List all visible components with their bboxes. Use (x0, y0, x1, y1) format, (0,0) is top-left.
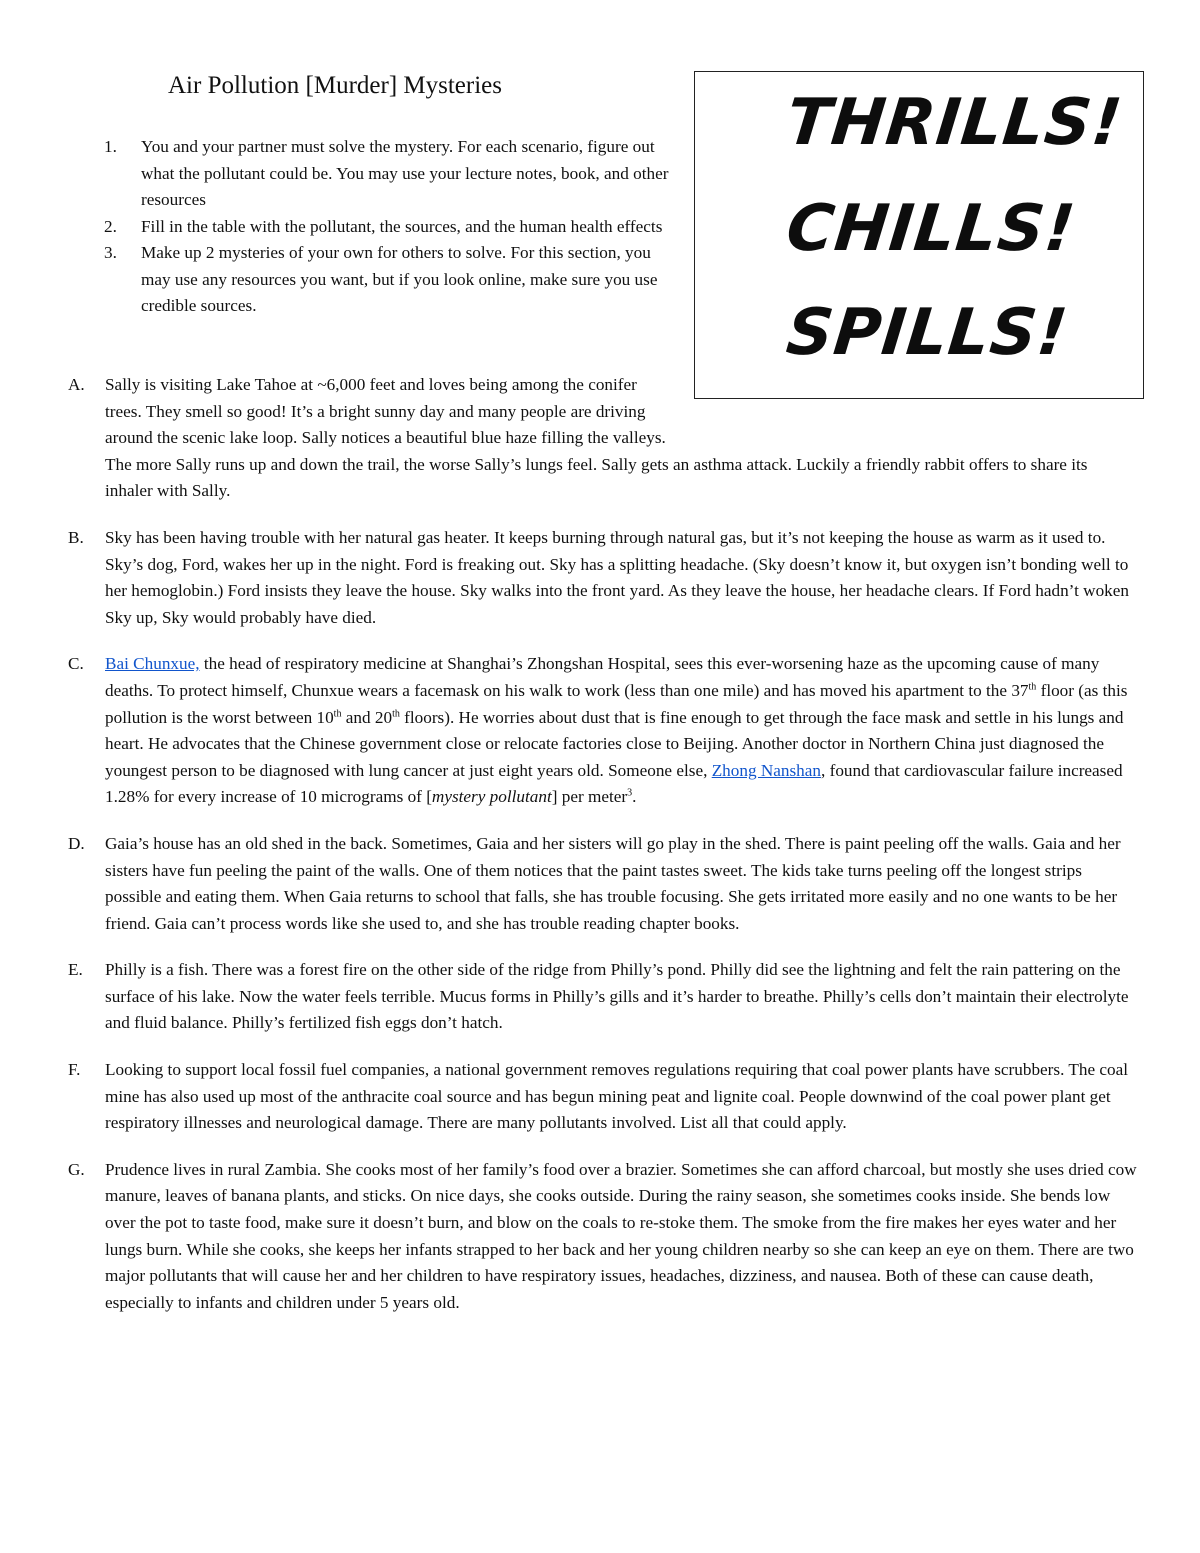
mystery-text: Looking to support local fossil fuel companies, a national government removes regulations requiring that coal power plants have scrubbers. The coal mine has also used up most of the anthracite coal source and has begun mining peat and lignite coal. People downwind of the coal power plant get respiratory illnesses and neurological damage. There are many pollutants involved. List all that could apply. (105, 1060, 1129, 1133)
mystery-text: Prudence lives in rural Zambia. She cooks most of her family’s food over a brazier. Sometimes she can afford charcoal, but mostly she uses dried cow manure, leaves of banana plants, and sticks. On nice days, she cooks outside. During the rainy season, she sometimes cooks inside. She bends low over the pot to taste food, make sure it doesn’t burn, and blow on the coals to re-stoke them. The smoke from the fire makes her eyes water and her lungs burn. While she cooks, she keeps her infants strapped to her back and her young children nearby so she can keep an eye on them. There are two major pollutants that will cause her and her children to have respiratory issues, headaches, dizziness, and nausea. Both of these can cause death, especially to infants and children under 5 years old. (105, 1159, 1137, 1312)
zhong-nanshan-link[interactable]: Zhong Nanshan (711, 760, 821, 780)
mystery-letter: D. (68, 833, 85, 853)
spills-text: SPILLS! (783, 296, 1072, 370)
thrills-chills-spills-graphic (694, 71, 1144, 399)
mystery-item-a (68, 372, 1138, 505)
mystery-item-f (68, 1057, 1138, 1137)
instruction-item (104, 214, 674, 241)
mystery-letter: G. (68, 1159, 85, 1179)
mystery-letter: E. (68, 960, 83, 980)
mystery-item-b (68, 525, 1138, 631)
instruction-item (104, 240, 674, 320)
instruction-number: 1. (104, 137, 117, 156)
mystery-item-c (68, 651, 1138, 811)
mystery-text: Sally is visiting Lake Tahoe at ~6,000 feet and loves being among the conifer trees. They smell so good! It’s a bright sunny day and many people are driving around the scenic lake loop. Sally notices a beautiful blue haze filling the valleys. The more Sally runs up and down the trail, the worse Sally’s lungs feel. Sally gets an asthma attack. Luckily a friendly rabbit offers to share its inhaler with Sally. (105, 375, 1088, 501)
chills-text: CHILLS! (783, 192, 1080, 266)
mystery-letter: B. (68, 527, 84, 547)
mystery-text: Philly is a fish. There was a forest fire on the other side of the ridge from Philly’s pond. Philly did see the lightning and felt the rain pattering on the surface of his lake. Now the water feels terrible. Mucus forms in Philly’s gills and it’s harder to breathe. Philly’s cells don’t maintain their electrolyte and fluid balance. Philly’s fertilized fish eggs don’t hatch. (105, 960, 1129, 1033)
mystery-text: Bai Chunxue, the head of respiratory medicine at Shanghai’s Zhongshan Hospital, sees this ever-worsening haze as the upcoming cause of many deaths. To protect himself, Chunxue wears a facemask on his walk to work (less than one mile) and has moved his apartment to the 37th floor (as this pollution is the worst between 10th and 20th floors). He worries about dust that is fine enough to get through the face mask and settle in his lungs and heart. He advocates that the Chinese government close or relocate factories close to Beijing. Another doctor in Northern China just diagnosed the youngest person to be diagnosed with lung cancer at just eight years old. Someone else, Zhong Nanshan, found that cardiovascular failure increased 1.28% for every increase of 10 micrograms of [mystery pollutant] per meter$^3$. (105, 654, 1128, 807)
mysteries-list (68, 372, 1138, 1336)
mystery-text: Gaia’s house has an old shed in the back. Sometimes, Gaia and her sisters will go play in the shed. There is paint peeling off the walls. Gaia and her sisters have fun peeling the paint of the walls. One of them notices that the paint tastes sweet. The kids take turns peeling off the longest strips possible and eating them. When Gaia returns to school that falls, she has trouble focusing. She gets irritated more easily and no one wants to be her friend. Gaia can’t process words like she used to, and she has trouble reading chapter books. (105, 833, 1121, 933)
mystery-item-g (68, 1157, 1138, 1317)
instruction-item (104, 134, 674, 214)
instruction-number: 2. (104, 216, 117, 236)
instruction-text: Fill in the table with the pollutant, the sources, and the human health effects (141, 216, 663, 236)
mystery-letter: A. (68, 375, 85, 394)
mystery-item-e (68, 957, 1138, 1037)
bai-chunxue-link[interactable]: Bai Chunxue, (105, 654, 200, 674)
mystery-letter: F. (68, 1060, 81, 1080)
instruction-text: You and your partner must solve the mystery. For each scenario, figure out what the pollutant could be. You may use your lecture notes, book, and other resources (141, 137, 669, 209)
page-title: Air Pollution [Murder] Mysteries (168, 72, 502, 99)
instructions-list (104, 134, 674, 320)
mystery-text: Sky has been having trouble with her natural gas heater. It keeps burning through natural gas, but it’s not keeping the house as warm as it used to. Sky’s dog, Ford, wakes her up in the night. Ford is freaking out. Sky has a splitting headache. (Sky doesn’t know it, but oxygen isn’t bonding well to her hemoglobin.) Ford insists they leave the house. Sky walks into the front yard. As they leave the house, her headache clears. If Ford hadn’t woken Sky up, Sky would probably have died. (105, 527, 1129, 627)
mystery-item-d (68, 831, 1138, 937)
thrills-text: THRILLS! (783, 86, 1127, 160)
mystery-letter: C. (68, 654, 84, 674)
instruction-text: Make up 2 mysteries of your own for others to solve. For this section, you may use any resources you want, but if you look online, make sure you use credible sources. (141, 243, 658, 315)
instruction-number: 3. (104, 243, 117, 262)
